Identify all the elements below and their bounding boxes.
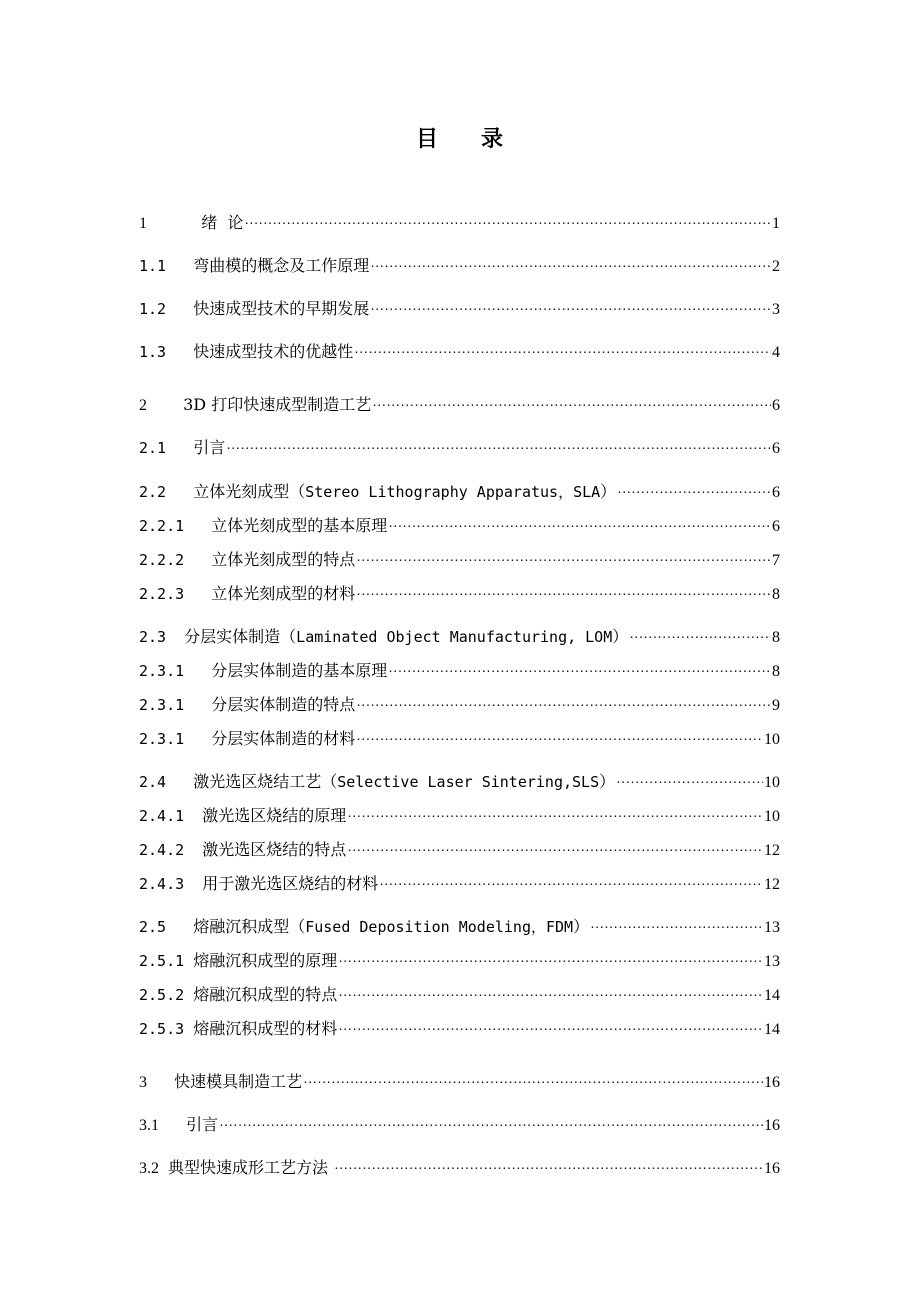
toc-entry-number: 2.4.3	[139, 875, 185, 893]
toc-entry[interactable]	[139, 838, 780, 862]
toc-entry-number: 2.5	[139, 918, 167, 936]
toc-entry[interactable]	[139, 770, 780, 794]
toc-entry-page-number: 10	[764, 774, 780, 791]
toc-entry-page-number: 8	[772, 586, 780, 603]
toc-entry[interactable]	[139, 804, 780, 828]
toc-entry-page-number: 6	[772, 397, 780, 414]
dot-leader	[372, 395, 771, 419]
page-title	[0, 122, 920, 153]
dot-leader	[338, 1019, 763, 1043]
toc-entry-gap	[184, 693, 211, 717]
toc-entry-label: 3D 打印快速成型制造工艺	[183, 395, 372, 414]
dot-leader	[590, 917, 763, 941]
toc-entry-gap	[184, 983, 193, 1007]
toc-entry-gap	[184, 582, 211, 606]
toc-entry-gap	[166, 340, 193, 364]
toc-entry-number: 2.4.2	[139, 841, 185, 859]
toc-entry[interactable]	[139, 1156, 780, 1180]
toc-entry-page-number: 8	[772, 629, 780, 646]
toc-entry[interactable]	[139, 915, 780, 939]
toc-entry-label-part: 立体光刻成型（	[193, 482, 306, 501]
toc-entry-page-number: 16	[764, 1160, 780, 1177]
toc-entry-label: 典型快速成形工艺方法	[168, 1158, 334, 1177]
toc-entry-label: 立体光刻成型的材料	[211, 584, 356, 603]
toc-entry-label-part: Selective Laser Sintering,SLS	[337, 773, 600, 791]
toc-entry-gap	[166, 436, 193, 460]
toc-entry-label: 引言	[193, 438, 226, 457]
toc-entry[interactable]	[139, 582, 780, 606]
toc-entry-gap	[166, 254, 193, 278]
toc-entry-gap	[147, 393, 183, 417]
toc-entry-label: 快速模具制造工艺	[174, 1072, 303, 1091]
toc-entry-label: 引言	[186, 1115, 219, 1134]
dot-leader	[616, 772, 763, 796]
toc-entry-page-number: 16	[764, 1117, 780, 1134]
toc-entry-gap	[184, 838, 202, 862]
toc-entry[interactable]	[139, 254, 780, 278]
toc-entry-label: 熔融沉积成型的材料	[193, 1019, 338, 1038]
toc-entry-number: 1.3	[139, 343, 167, 361]
toc-entry-number: 2.2.1	[139, 517, 185, 535]
toc-entry-number: 2.1	[139, 439, 167, 457]
dot-leader	[347, 806, 763, 830]
toc-entry[interactable]	[139, 872, 780, 896]
toc-entry-page-number: 16	[764, 1074, 780, 1091]
toc-entry-number: 2.3	[139, 628, 167, 646]
toc-entry-page-number: 14	[764, 1021, 780, 1038]
toc-entry-number: 2.3.1	[139, 696, 185, 714]
toc-entry[interactable]	[139, 983, 780, 1007]
toc-entry-label	[193, 770, 615, 794]
toc-entry-gap	[184, 727, 211, 751]
toc-entry-number: 2.2.2	[139, 551, 185, 569]
toc-entry-label: 快速成型技术的早期发展	[193, 299, 370, 318]
toc-entry[interactable]	[139, 514, 780, 538]
toc-entry-page-number: 12	[764, 876, 780, 893]
dot-leader	[356, 550, 771, 574]
dot-leader	[354, 342, 771, 366]
toc-entry-number: 2.2.3	[139, 585, 185, 603]
toc-entry-page-number: 13	[764, 919, 780, 936]
toc-entry-label: 熔融沉积成型的原理	[193, 951, 338, 970]
toc-entry-label: 绪 论	[201, 213, 244, 232]
toc-entry-number: 1	[139, 215, 147, 232]
toc-entry-label-part: Stereo Lithography Apparatus，SLA	[305, 483, 601, 501]
toc-entry-page-number: 1	[772, 215, 780, 232]
title-char-1: 目	[415, 126, 439, 152]
toc-entry-label	[193, 915, 589, 939]
toc-entry-gap	[147, 211, 201, 235]
dot-leader	[629, 627, 771, 651]
toc-entry[interactable]	[139, 1017, 780, 1041]
toc-entry-number: 2.3.1	[139, 662, 185, 680]
dot-leader	[334, 1158, 763, 1182]
toc-entry-page-number: 2	[772, 258, 780, 275]
toc-entry-gap	[166, 297, 193, 321]
toc-entry-gap	[159, 1156, 168, 1180]
toc-entry-gap	[184, 514, 211, 538]
toc-entry-gap	[184, 548, 211, 572]
toc-entry-page-number: 3	[772, 301, 780, 318]
toc-entry-label: 快速成型技术的优越性	[193, 342, 354, 361]
toc-entry-label: 弯曲模的概念及工作原理	[193, 256, 370, 275]
title-char-2: 录	[481, 126, 505, 152]
toc-entry-label: 用于激光选区烧结的材料	[202, 874, 379, 893]
toc-entry-number: 2.5.3	[139, 1020, 185, 1038]
toc-entry-gap	[184, 872, 202, 896]
toc-entry-number: 2.5.2	[139, 986, 185, 1004]
toc-entry-page-number: 13	[764, 953, 780, 970]
toc-entry-label: 分层实体制造的基本原理	[211, 661, 388, 680]
toc-entry-gap	[166, 480, 193, 504]
dot-leader	[370, 299, 771, 323]
toc-entry-gap	[159, 1113, 186, 1137]
dot-leader	[347, 840, 763, 864]
dot-leader	[356, 695, 771, 719]
dot-leader	[338, 985, 763, 1009]
toc-entry-number: 2.4	[139, 773, 167, 791]
dot-leader	[356, 584, 771, 608]
toc-entry-label-part: ）	[600, 482, 617, 501]
dot-leader	[617, 482, 771, 506]
toc-entry[interactable]	[139, 548, 780, 572]
toc-entry-number: 1.1	[139, 257, 167, 275]
toc-entry-label: 激光选区烧结的原理	[202, 806, 347, 825]
toc-entry-label-part: 熔融沉积成型（	[193, 917, 306, 936]
toc-entry-gap	[184, 949, 193, 973]
dot-leader	[338, 951, 763, 975]
toc-entry-number: 3	[139, 1074, 147, 1091]
toc-entry[interactable]	[139, 393, 780, 417]
toc-entry[interactable]	[139, 340, 780, 364]
toc-entry-label-part: ）	[612, 627, 629, 646]
toc-entry-page-number: 10	[764, 731, 780, 748]
toc-entry-gap	[147, 1070, 174, 1094]
toc-entry-page-number: 6	[772, 518, 780, 535]
dot-leader	[388, 661, 771, 685]
toc-entry-page-number: 12	[764, 842, 780, 859]
toc-entry-number: 3.1	[139, 1117, 159, 1134]
toc-entry-label-part: 分层实体制造（	[184, 627, 297, 646]
toc-entry-gap	[166, 915, 193, 939]
toc-entry[interactable]	[139, 436, 780, 460]
toc-entry[interactable]	[139, 1113, 780, 1137]
toc-entry-label: 立体光刻成型的基本原理	[211, 516, 388, 535]
toc-entry-label: 熔融沉积成型的特点	[193, 985, 338, 1004]
toc-entry-gap	[166, 625, 184, 649]
toc-entry[interactable]	[139, 625, 780, 649]
toc-entry-number: 2	[139, 397, 147, 414]
toc-entry-number: 1.2	[139, 300, 167, 318]
toc-entry[interactable]	[139, 693, 780, 717]
toc-entry-number: 2.3.1	[139, 730, 185, 748]
toc-entry-label-part: Laminated Object Manufacturing, LOM	[296, 628, 613, 646]
toc-entry-page-number: 8	[772, 663, 780, 680]
toc-entry-number: 3.2	[139, 1160, 159, 1177]
toc-entry-label	[184, 625, 628, 649]
toc-entry[interactable]	[139, 659, 780, 683]
toc-entry-page-number: 9	[772, 697, 780, 714]
toc-entry-number: 2.2	[139, 483, 167, 501]
toc-entry-page-number: 14	[764, 987, 780, 1004]
toc-entry[interactable]	[139, 949, 780, 973]
dot-leader	[226, 438, 771, 462]
toc-entry-page-number: 6	[772, 484, 780, 501]
toc-entry-label-part: ）	[599, 772, 616, 791]
dot-leader	[244, 213, 771, 237]
toc-entry[interactable]	[139, 727, 780, 751]
dot-leader	[370, 256, 771, 280]
toc-entry[interactable]	[139, 1070, 780, 1094]
toc-entry[interactable]	[139, 211, 780, 235]
toc-entry-label: 分层实体制造的材料	[211, 729, 356, 748]
toc-entry-page-number: 10	[764, 808, 780, 825]
toc-entry-gap	[184, 804, 202, 828]
toc-entry-gap	[166, 770, 193, 794]
dot-leader	[219, 1115, 763, 1139]
dot-leader	[356, 729, 763, 753]
toc-entry-page-number: 7	[772, 552, 780, 569]
toc-entry-label-part: ）	[573, 917, 590, 936]
toc-entry-label: 激光选区烧结的特点	[202, 840, 347, 859]
toc-entry-gap	[184, 1017, 193, 1041]
toc-entry-number: 2.4.1	[139, 807, 185, 825]
toc-entry-page-number: 6	[772, 440, 780, 457]
toc-entry-page-number: 4	[772, 344, 780, 361]
dot-leader	[388, 516, 771, 540]
dot-leader	[303, 1072, 763, 1096]
toc-entry-label	[193, 480, 616, 504]
toc-entry-label: 立体光刻成型的特点	[211, 550, 356, 569]
toc-entry-label-part: Fused Deposition Modeling，FDM	[305, 918, 574, 936]
toc-entry-label-part: 激光选区烧结工艺（	[193, 772, 338, 791]
toc-entry[interactable]	[139, 297, 780, 321]
dot-leader	[379, 874, 763, 898]
toc-entry-gap	[184, 659, 211, 683]
toc-entry[interactable]	[139, 480, 780, 504]
toc-entry-number: 2.5.1	[139, 952, 185, 970]
toc-entry-label: 分层实体制造的特点	[211, 695, 356, 714]
